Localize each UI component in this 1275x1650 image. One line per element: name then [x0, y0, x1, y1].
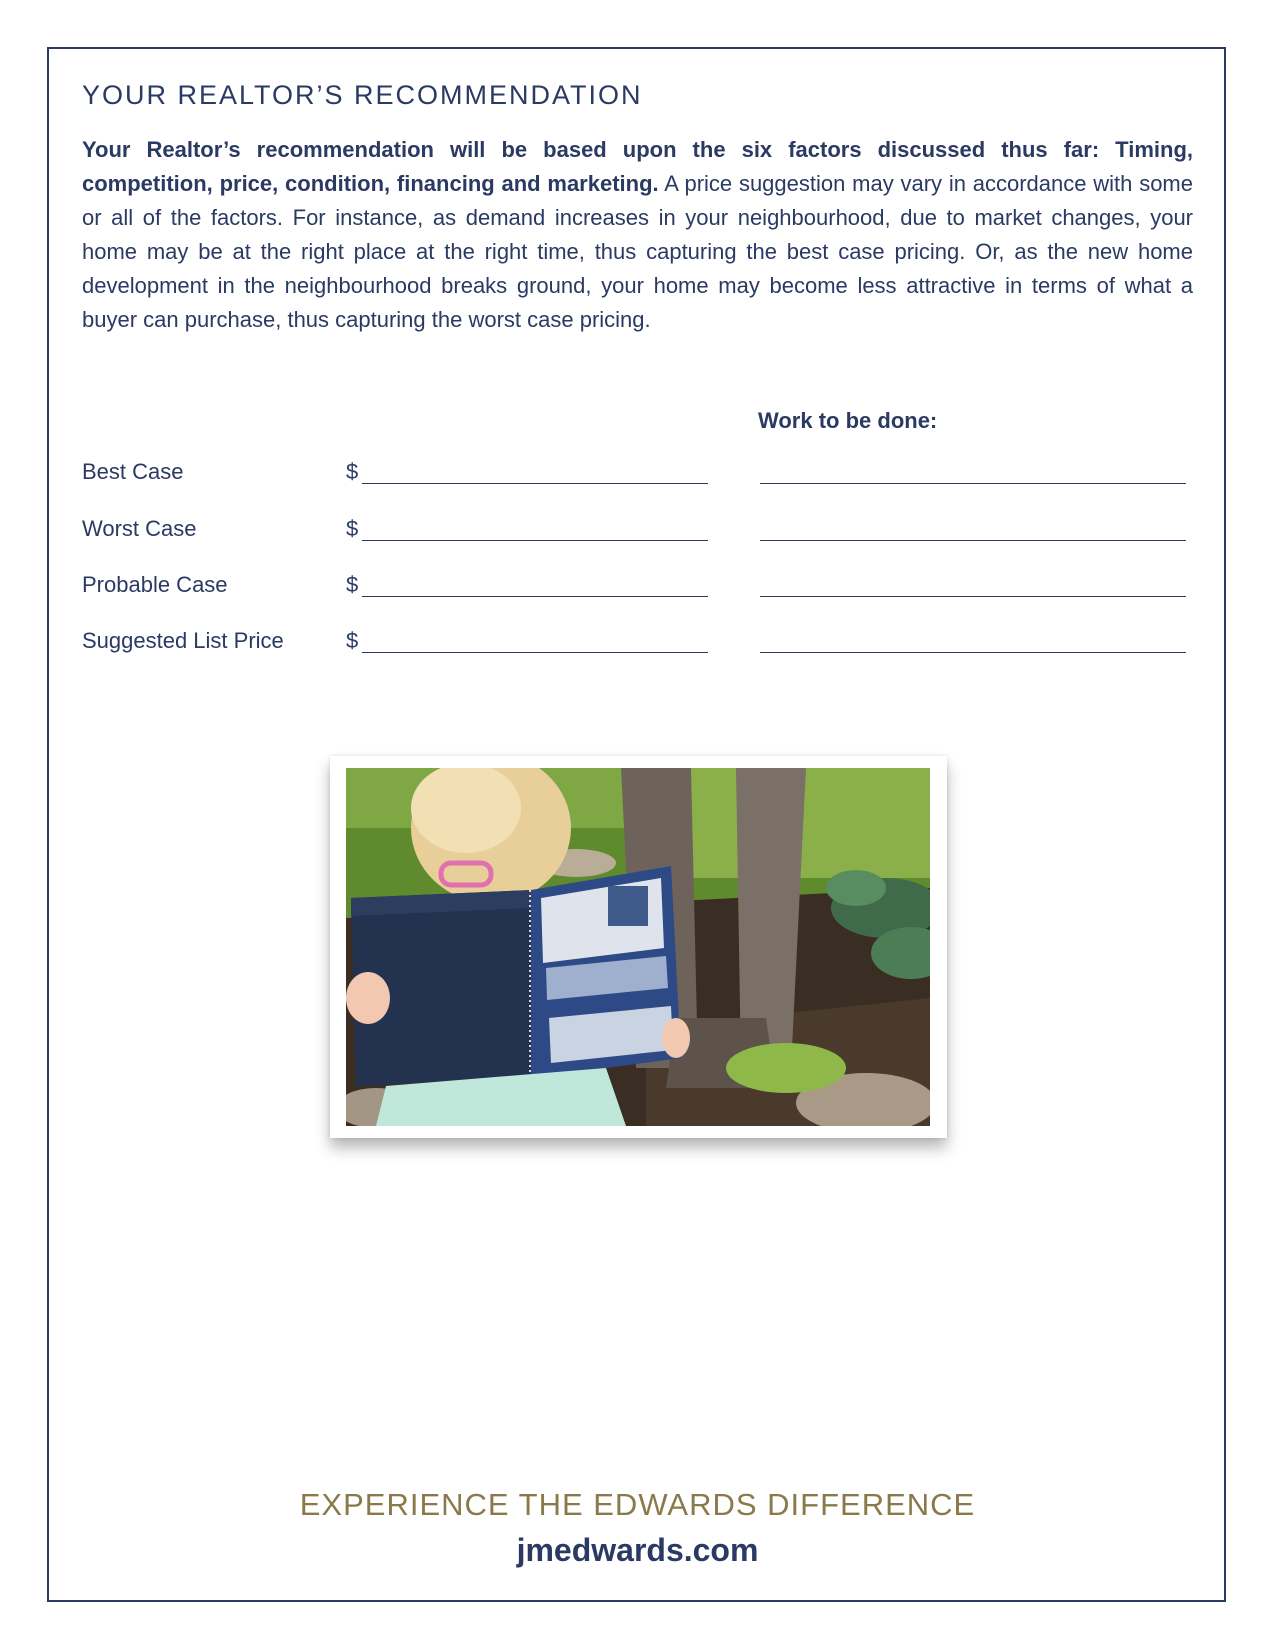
- currency-symbol: $: [346, 628, 359, 653]
- price-blank-line[interactable]: [362, 483, 708, 484]
- section-heading: YOUR REALTOR’S RECOMMENDATION: [82, 80, 643, 110]
- price-row-probable-case: [82, 568, 1193, 602]
- price-blank-line[interactable]: [362, 596, 708, 597]
- work-blank-line[interactable]: [760, 596, 1186, 597]
- row-label: Worst Case: [82, 516, 197, 541]
- work-blank-line[interactable]: [760, 483, 1186, 484]
- photo-card: [330, 756, 947, 1138]
- footer-website-link[interactable]: jmedwards.com: [516, 1532, 759, 1568]
- intro-paragraph: [82, 133, 1193, 337]
- currency-symbol: $: [346, 572, 359, 597]
- row-label: Best Case: [82, 459, 184, 484]
- row-label: Probable Case: [82, 572, 228, 597]
- price-blank-line[interactable]: [362, 652, 708, 653]
- intro-body-text: A price suggestion may vary in accordance with some or all of the factors. For instance, as demand increases in your neighbourhood, due to market changes, your home may be at the right place at the right time, thus capturing the best case pricing. Or, as the new home development in the neighbourhood breaks ground, your home may become less attractive in terms of what a buyer can purchase, thus capturing the worst case pricing.: [82, 171, 1193, 332]
- currency-symbol: $: [346, 459, 359, 484]
- work-to-be-done-label: Work to be done:: [758, 408, 938, 433]
- photo-child-reading-booklet: [346, 768, 930, 1126]
- price-row-best-case: [82, 455, 1193, 489]
- work-blank-line[interactable]: [760, 652, 1186, 653]
- footer-tagline: EXPERIENCE THE EDWARDS DIFFERENCE: [299, 1487, 976, 1522]
- price-row-suggested-list-price: [82, 624, 1193, 658]
- currency-symbol: $: [346, 516, 359, 541]
- price-row-worst-case: [82, 512, 1193, 546]
- price-blank-line[interactable]: [362, 540, 708, 541]
- row-label: Suggested List Price: [82, 628, 284, 653]
- work-blank-line[interactable]: [760, 540, 1186, 541]
- intro-bold-text: Your Realtor’s recommendation will be based upon the six factors discussed thus far: Timing, competition, price, condition, financing and marketing.: [82, 137, 1193, 196]
